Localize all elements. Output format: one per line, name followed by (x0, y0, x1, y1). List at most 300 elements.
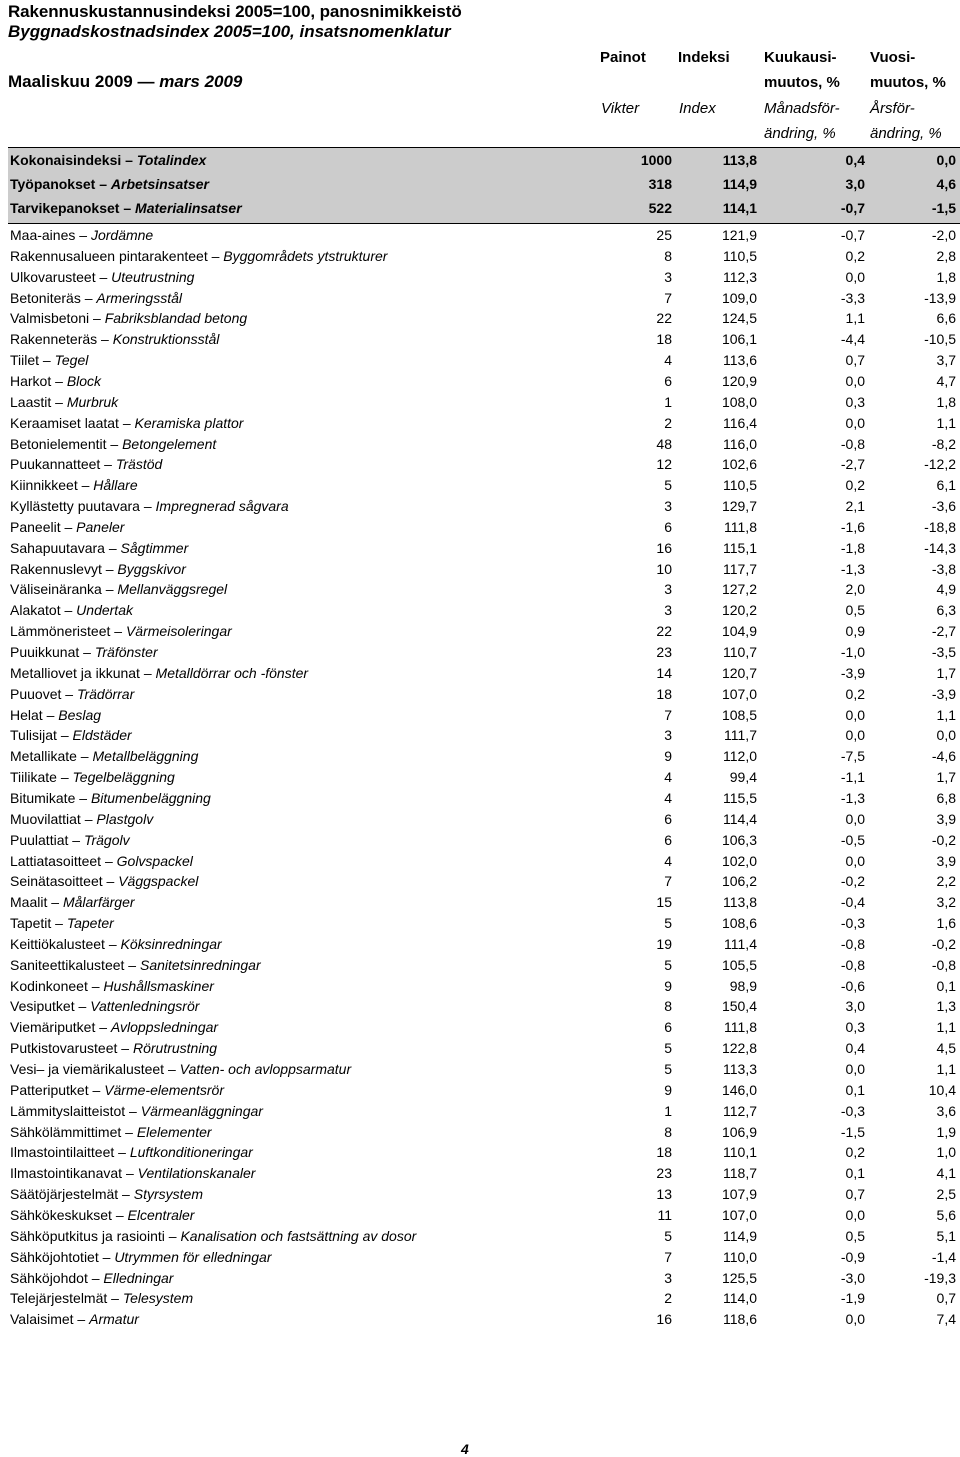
monthly-change-cell: 0,0 (845, 268, 865, 285)
rows-row (0, 602, 960, 623)
annual-change-cell: 1,8 (936, 393, 956, 410)
index-cell: 122,8 (721, 1040, 757, 1057)
index-cell: 106,2 (721, 873, 757, 890)
monthly-change-cell: -1,3 (840, 789, 865, 806)
monthly-change-cell: 0,4 (845, 1040, 865, 1057)
label-finnish: Muovilattiat (10, 810, 81, 827)
annual-change-cell: 10,4 (928, 1081, 956, 1098)
label-finnish: Saniteettikalusteet (10, 956, 125, 973)
index-cell: 102,6 (721, 456, 757, 473)
rows-row (0, 1165, 960, 1186)
summary-rule (8, 223, 960, 224)
monthly-change-cell: -0,8 (840, 935, 865, 952)
header-annual-fi-1: Vuosi- (870, 49, 916, 66)
monthly-change-cell: 0,5 (845, 1227, 865, 1244)
label-swedish: Arbetsinsatser (110, 176, 209, 192)
weight-cell: 9 (664, 977, 672, 994)
label-finnish: Väliseinäranka (10, 581, 102, 598)
rows-row (0, 832, 960, 853)
row-label: Valmisbetoni – Fabriksblandad betong (10, 310, 248, 327)
label-finnish: Lattiatasoitteet (10, 852, 102, 869)
monthly-change-cell: -0,8 (840, 956, 865, 973)
label-swedish: Keramiska plattor (134, 414, 244, 431)
row-label: Väliseinäranka – Mellanväggsregel (10, 581, 228, 598)
index-cell: 115,1 (723, 539, 757, 556)
monthly-change-cell: 0,1 (845, 1081, 865, 1098)
header-monthly-fi-1: Kuukausi- (764, 49, 837, 66)
index-cell: 106,3 (721, 831, 757, 848)
annual-change-cell: -2,0 (931, 227, 956, 243)
label-swedish: Elledningar (103, 1269, 174, 1286)
monthly-change-cell: 2,1 (845, 498, 865, 515)
weight-cell: 5 (664, 1227, 672, 1244)
index-cell: 113,8 (723, 894, 757, 911)
label-finnish: Kiinnikkeet (10, 477, 78, 494)
row-label: Tiilet – Tegel (10, 352, 89, 369)
annual-change-cell: 0,1 (936, 977, 956, 994)
label-finnish: Bitumikate (10, 789, 76, 806)
row-label: Vesiputket – Vattenledningsrör (10, 998, 200, 1015)
row-label: Sahapuutavara – Sågtimmer (10, 539, 189, 556)
index-cell: 106,9 (721, 1123, 757, 1140)
weight-cell: 8 (664, 247, 672, 264)
rows-row (0, 1249, 960, 1270)
annual-change-cell: -12,2 (924, 456, 956, 473)
label-finnish: Sähköputkitus ja rasiointi (10, 1227, 165, 1244)
index-cell: 110,7 (723, 644, 757, 660)
label-swedish: Trädörrar (76, 685, 135, 702)
rows-row (0, 1019, 960, 1040)
row-label: Sähköputkitus ja rasiointi – Kanalisation och fastsättning av dosor (10, 1227, 417, 1244)
rows-row (0, 853, 960, 874)
weight-cell: 3 (664, 581, 672, 598)
row-label: Tarvikepanokset – Materialinsatser (10, 200, 242, 216)
label-finnish: Lämmityslaitteistot (10, 1102, 126, 1119)
label-finnish: Metalliovet ja ikkunat (10, 664, 140, 681)
annual-change-cell: 4,7 (936, 372, 956, 389)
weight-cell: 4 (664, 769, 672, 786)
rows-row (0, 1290, 960, 1311)
weight-cell: 5 (664, 1040, 672, 1057)
label-swedish: Konstruktionsstål (112, 331, 220, 348)
monthly-change-cell: 0,2 (845, 247, 865, 264)
row-label: Metalliovet ja ikkunat – Metalldörrar och -fönster (10, 664, 309, 681)
weight-cell: 22 (656, 623, 672, 640)
index-cell: 129,7 (721, 498, 757, 515)
row-label: Keraamiset laatat – Keramiska plattor (10, 414, 244, 431)
rows-row (0, 790, 960, 811)
label-swedish: Metallbeläggning (92, 748, 199, 765)
row-label: Patteriputket – Värme-elementsrör (10, 1081, 225, 1098)
index-cell: 116,4 (723, 414, 757, 431)
weight-cell: 1 (664, 1102, 672, 1119)
weight-cell: 4 (664, 852, 672, 869)
weight-cell: 23 (656, 1165, 672, 1182)
monthly-change-cell: 0,0 (845, 372, 865, 389)
weight-cell: 16 (656, 539, 672, 556)
rows-row (0, 769, 960, 790)
label-finnish: Sähkölämmittimet (10, 1123, 122, 1140)
annual-change-cell: 1,3 (936, 998, 956, 1015)
annual-change-cell: 1,1 (936, 1019, 956, 1036)
label-swedish: Trästöd (115, 456, 163, 473)
monthly-change-cell: 0,7 (845, 352, 865, 369)
header-monthly-sv-2: ändring, % (764, 125, 836, 142)
rows-row (0, 394, 960, 415)
monthly-change-cell: 0,0 (845, 1206, 865, 1223)
label-swedish: Rörutrustning (132, 1040, 218, 1057)
annual-change-cell: 2,2 (936, 873, 956, 890)
index-cell: 108,6 (721, 915, 757, 932)
label-swedish: Elelementer (136, 1123, 212, 1140)
label-finnish: Alakatot (10, 602, 61, 619)
annual-change-cell: 1,1 (936, 706, 956, 723)
annual-change-cell: 0,0 (936, 727, 956, 744)
index-cell: 127,2 (721, 581, 757, 598)
label-finnish: Lämmöneristeet (10, 623, 111, 640)
row-label: Rakenneteräs – Konstruktionsstål (10, 331, 220, 348)
row-label: Kiinnikkeet – Hållare (10, 477, 138, 494)
annual-change-cell: 3,9 (936, 810, 956, 827)
rows-row (0, 727, 960, 748)
label-swedish: Kanalisation och fastsättning av dosor (180, 1227, 417, 1244)
rows-row (0, 1124, 960, 1145)
rows-row (0, 1144, 960, 1165)
row-label: Kodinkoneet – Hushållsmaskiner (10, 977, 214, 994)
annual-change-cell: -0,2 (931, 935, 956, 952)
title-swedish: Byggnadskostnadsindex 2005=100, insatsnomenklatur (8, 22, 451, 41)
rows-row (0, 644, 960, 665)
row-label: Sähköjohtotiet – Utrymmen för elledningar (10, 1248, 272, 1265)
label-swedish: Impregnerad sågvara (155, 498, 289, 515)
label-finnish: Tulisijat (10, 727, 57, 744)
rows-row (0, 1207, 960, 1228)
label-finnish: Laastit (10, 393, 52, 410)
index-cell: 125,5 (721, 1269, 757, 1286)
weight-cell: 6 (664, 518, 672, 535)
row-label: Valaisimet – Armatur (10, 1311, 139, 1328)
rows-row (0, 1040, 960, 1061)
monthly-change-cell: 0,3 (845, 393, 865, 410)
monthly-change-cell: 0,0 (845, 1061, 865, 1077)
index-cell: 104,9 (721, 623, 757, 640)
monthly-change-cell: 0,0 (845, 1311, 865, 1328)
period: Maaliskuu 2009 — mars 2009 (8, 72, 243, 91)
row-label: Kyllästetty puutavara – Impregnerad sågvara (10, 498, 289, 515)
weight-cell: 18 (656, 331, 672, 348)
index-cell: 113,6 (723, 352, 757, 369)
monthly-change-cell: -0,7 (840, 200, 865, 216)
label-swedish: Plastgolv (96, 810, 154, 827)
weight-cell: 11 (657, 1206, 672, 1223)
monthly-change-cell: -0,3 (840, 1102, 865, 1119)
annual-change-cell: -19,3 (924, 1269, 956, 1286)
monthly-change-cell: 0,2 (845, 477, 865, 494)
rows-row (0, 707, 960, 728)
label-finnish: Valaisimet (10, 1311, 74, 1328)
label-finnish: Ilmastointikanavat (10, 1165, 123, 1182)
weight-cell: 19 (656, 935, 672, 952)
weight-cell: 8 (664, 998, 672, 1015)
label-swedish: Sanitetsinredningar (139, 956, 261, 973)
weight-cell: 12 (656, 456, 672, 473)
period-swedish: mars 2009 (159, 72, 243, 91)
header-annual-fi-2: muutos, % (870, 74, 946, 91)
row-label: Laastit – Murbruk (10, 393, 119, 410)
label-swedish: Väggspackel (118, 873, 199, 890)
weight-cell: 5 (664, 477, 672, 494)
rows-row (0, 1103, 960, 1124)
weight-cell: 3 (664, 602, 672, 619)
label-finnish: Kokonaisindeksi (10, 152, 122, 168)
rows-row (0, 915, 960, 936)
label-finnish: Putkistovarusteet (10, 1040, 118, 1057)
label-swedish: Paneler (76, 518, 125, 535)
weight-cell: 9 (664, 1081, 672, 1098)
annual-change-cell: 1,8 (936, 268, 956, 285)
label-swedish: Värme-elementsrör (104, 1081, 225, 1098)
monthly-change-cell: -1,0 (840, 644, 865, 660)
annual-change-cell: 1,6 (936, 915, 956, 932)
index-cell: 111,7 (724, 727, 757, 744)
monthly-change-cell: 0,2 (845, 1144, 865, 1161)
weight-cell: 6 (664, 831, 672, 848)
index-cell: 114,0 (723, 1290, 757, 1307)
header-annual-sv-1: Årsför- (870, 100, 915, 117)
label-finnish: Seinätasoitteet (10, 873, 103, 890)
index-cell: 150,4 (721, 998, 757, 1015)
annual-change-cell: -0,2 (931, 831, 956, 848)
weight-cell: 1000 (640, 152, 672, 168)
annual-change-cell: 3,2 (936, 894, 956, 911)
rows-row (0, 686, 960, 707)
row-label: Sähkökeskukset – Elcentraler (10, 1206, 195, 1223)
label-swedish: Mellanväggsregel (117, 581, 228, 598)
monthly-change-cell: -3,9 (840, 664, 865, 681)
row-label: Paneelit – Paneler (10, 518, 125, 535)
annual-change-cell: -18,8 (924, 518, 956, 535)
rows-row (0, 1228, 960, 1249)
row-label: Harkot – Block (10, 372, 102, 389)
monthly-change-cell: -0,7 (840, 227, 865, 243)
weight-cell: 7 (664, 706, 672, 723)
summary-row (0, 152, 960, 173)
label-swedish: Elcentraler (127, 1206, 195, 1223)
rows-row (0, 978, 960, 999)
annual-change-cell: -4,6 (931, 748, 956, 765)
monthly-change-cell: -1,3 (840, 560, 865, 577)
index-cell: 120,2 (721, 602, 757, 619)
rows-row (0, 623, 960, 644)
weight-cell: 2 (664, 1290, 672, 1307)
label-finnish: Keittiökalusteet (10, 935, 105, 952)
annual-change-cell: -3,5 (931, 644, 956, 660)
weight-cell: 10 (656, 560, 672, 577)
rows-row (0, 936, 960, 957)
header-monthly-fi-2: muutos, % (764, 74, 840, 91)
index-cell: 102,0 (721, 852, 757, 869)
annual-change-cell: 3,6 (936, 1102, 956, 1119)
weight-cell: 4 (664, 789, 672, 806)
label-finnish: Rakennusalueen pintarakenteet (10, 247, 208, 264)
monthly-change-cell: -0,3 (840, 915, 865, 932)
row-label: Viemäriputket – Avloppsledningar (10, 1019, 219, 1036)
header-index-fi: Indeksi (678, 49, 730, 66)
row-label: Sähköjohdot – Elledningar (10, 1269, 174, 1286)
rows-row (0, 1061, 960, 1082)
rows-row (0, 436, 960, 457)
label-finnish: Paneelit (10, 518, 61, 535)
row-label: Muovilattiat – Plastgolv (10, 810, 154, 827)
weight-cell: 9 (664, 748, 672, 765)
rows-row (0, 748, 960, 769)
row-label: Alakatot – Undertak (10, 602, 133, 619)
annual-change-cell: 1,7 (936, 769, 956, 786)
label-swedish: Byggskivor (117, 560, 186, 577)
annual-change-cell: 1,7 (936, 664, 956, 681)
monthly-change-cell: 0,3 (845, 1019, 865, 1036)
annual-change-cell: 6,8 (936, 789, 956, 806)
index-cell: 113,3 (723, 1061, 757, 1077)
weight-cell: 318 (648, 176, 672, 192)
row-label: Betoniteräs – Armeringsstål (10, 289, 182, 306)
annual-change-cell: 0,7 (936, 1290, 956, 1307)
annual-change-cell: -8,2 (931, 435, 956, 452)
annual-change-cell: 4,1 (936, 1165, 956, 1182)
label-swedish: Metalldörrar och -fönster (155, 664, 309, 681)
label-finnish: Helat (10, 706, 43, 723)
label-finnish: Säätöjärjestelmät (10, 1186, 119, 1203)
annual-change-cell: -14,3 (924, 539, 956, 556)
annual-change-cell: 6,3 (936, 602, 956, 619)
label-finnish: Sähköjohtotiet (10, 1248, 99, 1265)
label-finnish: Kyllästetty puutavara (10, 498, 140, 515)
weight-cell: 5 (664, 1061, 672, 1077)
label-finnish: Vesiputket (10, 998, 75, 1015)
header-weight-sv: Vikter (601, 100, 640, 117)
index-cell: 111,8 (724, 518, 757, 535)
index-cell: 111,8 (724, 1019, 757, 1036)
monthly-change-cell: -3,0 (840, 1269, 865, 1286)
row-label: Lämmityslaitteistot – Värmeanläggningar (10, 1102, 263, 1119)
page-number: 4 (461, 1441, 469, 1457)
monthly-change-cell: -1,5 (840, 1123, 865, 1140)
row-label: Lämmöneristeet – Värmeisoleringar (10, 623, 232, 640)
summary-row (0, 176, 960, 197)
label-swedish: Avloppsledningar (110, 1019, 219, 1036)
label-finnish: Puulattiat (10, 831, 69, 848)
label-finnish: Metallikate (10, 748, 77, 765)
label-swedish: Materialinsatser (135, 200, 242, 216)
row-label: Puuikkunat – Träfönster (10, 644, 158, 660)
label-finnish: Telejärjestelmät (10, 1290, 108, 1307)
label-swedish: Träfönster (94, 644, 158, 660)
weight-cell: 1 (664, 393, 672, 410)
label-swedish: Golvspackel (116, 852, 193, 869)
row-label: Saniteettikalusteet – Sanitetsinredningar (10, 956, 261, 973)
weight-cell: 15 (656, 894, 672, 911)
annual-change-cell: 4,5 (936, 1040, 956, 1057)
weight-cell: 13 (656, 1186, 672, 1203)
annual-change-cell: 1,1 (936, 1061, 956, 1077)
label-swedish: Utrymmen för elledningar (114, 1248, 272, 1265)
rows-row (0, 415, 960, 436)
label-swedish: Luftkonditioneringar (129, 1144, 253, 1161)
weight-cell: 7 (664, 289, 672, 306)
annual-change-cell: 1,0 (936, 1144, 956, 1161)
label-swedish: Vatten- och avloppsarmatur (179, 1061, 352, 1077)
weight-cell: 522 (648, 200, 672, 216)
label-swedish: Armeringsstål (96, 289, 182, 306)
monthly-change-cell: 0,2 (845, 685, 865, 702)
index-cell: 107,0 (721, 1206, 757, 1223)
index-cell: 115,5 (723, 789, 757, 806)
row-label: Telejärjestelmät – Telesystem (10, 1290, 194, 1307)
header-rule (8, 147, 960, 148)
annual-change-cell: 0,0 (936, 152, 956, 168)
rows-row (0, 811, 960, 832)
row-label: Tulisijat – Eldstäder (10, 727, 132, 744)
annual-change-cell: -1,4 (931, 1248, 956, 1265)
index-cell: 105,5 (721, 956, 757, 973)
rows-row (0, 456, 960, 477)
monthly-change-cell: 0,0 (845, 414, 865, 431)
index-cell: 110,1 (723, 1144, 757, 1161)
label-swedish: Uteutrustning (111, 268, 195, 285)
index-cell: 112,7 (723, 1102, 757, 1119)
monthly-change-cell: 0,1 (845, 1165, 865, 1182)
rows-row (0, 310, 960, 331)
weight-cell: 3 (664, 1269, 672, 1286)
label-finnish: Keraamiset laatat (10, 414, 119, 431)
label-finnish: Tiilikate (10, 769, 57, 786)
annual-change-cell: -10,5 (924, 331, 956, 348)
label-finnish: Tarvikepanokset (10, 200, 120, 216)
monthly-change-cell: -1,1 (840, 769, 865, 786)
weight-cell: 3 (664, 498, 672, 515)
label-swedish: Köksinredningar (120, 935, 222, 952)
weight-cell: 6 (664, 1019, 672, 1036)
annual-change-cell: 6,6 (936, 310, 956, 327)
label-swedish: Bitumenbeläggning (90, 789, 211, 806)
annual-change-cell: 1,9 (936, 1123, 956, 1140)
weight-cell: 8 (664, 1123, 672, 1140)
weight-cell: 14 (656, 664, 672, 681)
label-swedish: Byggområdets ytstrukturer (223, 247, 388, 264)
index-cell: 98,9 (729, 977, 757, 994)
index-cell: 109,0 (721, 289, 757, 306)
rows-row (0, 1186, 960, 1207)
label-finnish: Sahapuutavara (10, 539, 105, 556)
label-swedish: Murbruk (66, 393, 119, 410)
rows-row (0, 352, 960, 373)
label-finnish: Sähköjohdot (10, 1269, 88, 1286)
index-cell: 110,0 (723, 1248, 757, 1265)
index-cell: 111,4 (724, 935, 757, 952)
row-label: Kokonaisindeksi – Totalindex (10, 152, 207, 168)
rows-row (0, 998, 960, 1019)
label-swedish: Tapeter (66, 915, 114, 932)
label-finnish: Viemäriputket (10, 1019, 96, 1036)
row-label: Helat – Beslag (10, 706, 102, 723)
weight-cell: 5 (664, 956, 672, 973)
weight-cell: 48 (656, 435, 672, 452)
label-swedish: Betongelement (122, 435, 217, 452)
rows-row (0, 269, 960, 290)
label-swedish: Undertak (76, 602, 133, 619)
index-cell: 106,1 (721, 331, 757, 348)
rows-row (0, 373, 960, 394)
